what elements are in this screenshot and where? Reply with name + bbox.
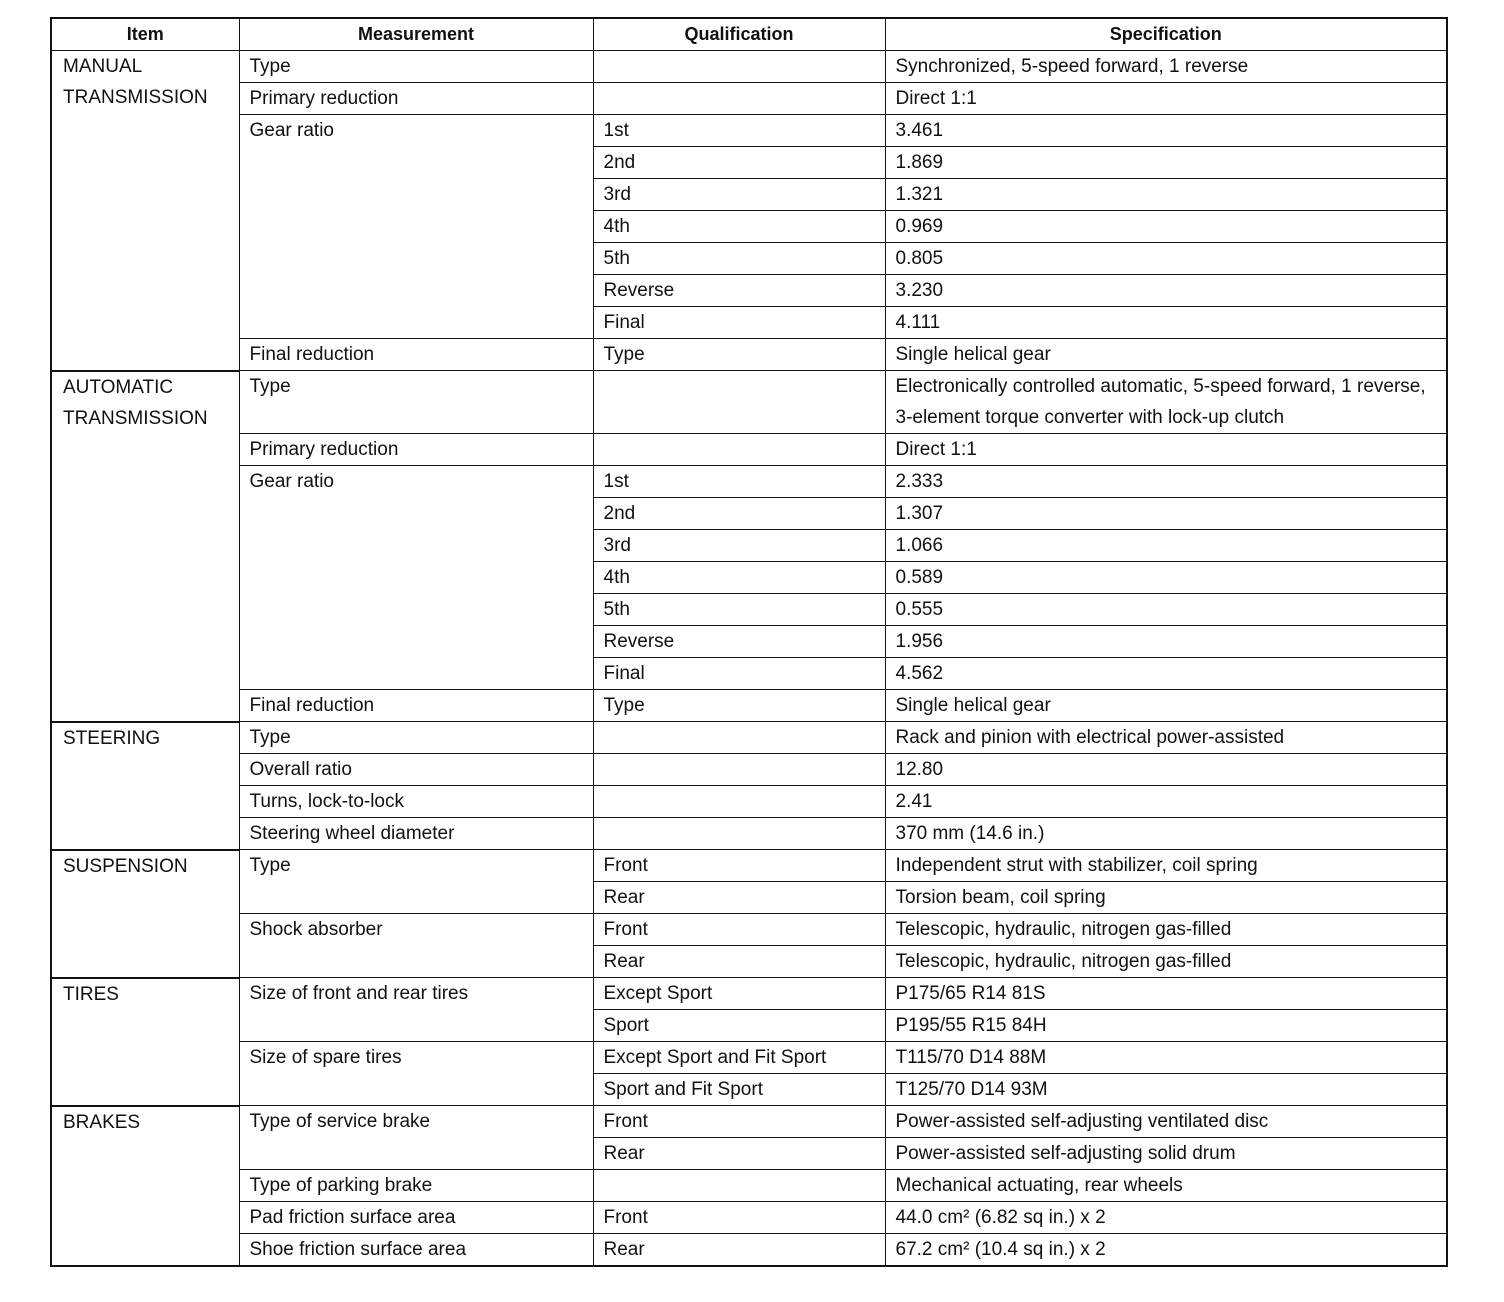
specification-cell: Telescopic, hydraulic, nitrogen gas-filled — [885, 946, 1447, 978]
measurement-cell: Final reduction — [239, 690, 593, 722]
specification-cell: P195/55 R15 84H — [885, 1010, 1447, 1042]
qualification-cell — [593, 754, 885, 786]
table-row — [51, 434, 1447, 466]
measurement-cell: Primary reduction — [239, 83, 593, 115]
table-row — [51, 371, 1447, 434]
qualification-cell — [593, 1170, 885, 1202]
measurement-cell: Overall ratio — [239, 754, 593, 786]
table-row — [51, 115, 1447, 147]
item-cell: TIRES — [51, 978, 239, 1106]
specification-cell: 0.589 — [885, 562, 1447, 594]
qualification-cell: Front — [593, 1106, 885, 1138]
specification-cell: 12.80 — [885, 754, 1447, 786]
specification-cell: 67.2 cm² (10.4 sq in.) x 2 — [885, 1234, 1447, 1267]
specification-cell: 44.0 cm² (6.82 sq in.) x 2 — [885, 1202, 1447, 1234]
qualification-cell: Type — [593, 339, 885, 371]
table-row — [51, 51, 1447, 83]
specification-cell: Single helical gear — [885, 690, 1447, 722]
qualification-cell — [593, 434, 885, 466]
qualification-cell — [593, 371, 885, 434]
table-row — [51, 1234, 1447, 1267]
specification-cell: 3.461 — [885, 115, 1447, 147]
table-row — [51, 914, 1447, 946]
qualification-cell: Type — [593, 690, 885, 722]
qualification-cell: Final — [593, 658, 885, 690]
header-specification: Specification — [885, 18, 1447, 51]
specification-cell: 1.321 — [885, 179, 1447, 211]
qualification-cell: 2nd — [593, 147, 885, 179]
table-row — [51, 466, 1447, 498]
qualification-cell — [593, 83, 885, 115]
table-row — [51, 339, 1447, 371]
specification-cell: 1.066 — [885, 530, 1447, 562]
qualification-cell: Sport and Fit Sport — [593, 1074, 885, 1106]
measurement-cell: Shoe friction surface area — [239, 1234, 593, 1267]
qualification-cell: 3rd — [593, 179, 885, 211]
header-item: Item — [51, 18, 239, 51]
qualification-cell: Reverse — [593, 626, 885, 658]
specification-cell: 0.555 — [885, 594, 1447, 626]
qualification-cell: 1st — [593, 466, 885, 498]
measurement-cell: Steering wheel diameter — [239, 818, 593, 850]
measurement-cell: Type — [239, 850, 593, 914]
qualification-cell: Rear — [593, 1234, 885, 1267]
specification-cell: 4.562 — [885, 658, 1447, 690]
item-cell: SUSPENSION — [51, 850, 239, 978]
qualification-cell — [593, 51, 885, 83]
table-row — [51, 83, 1447, 115]
specification-cell: Mechanical actuating, rear wheels — [885, 1170, 1447, 1202]
table-row — [51, 1202, 1447, 1234]
table-row — [51, 1042, 1447, 1074]
item-cell: BRAKES — [51, 1106, 239, 1267]
specification-cell: 0.969 — [885, 211, 1447, 243]
specification-cell: Direct 1:1 — [885, 83, 1447, 115]
specification-cell: 0.805 — [885, 243, 1447, 275]
specification-cell: 1.307 — [885, 498, 1447, 530]
measurement-cell: Final reduction — [239, 339, 593, 371]
specification-cell: T125/70 D14 93M — [885, 1074, 1447, 1106]
specification-cell: 2.41 — [885, 786, 1447, 818]
specification-cell: Telescopic, hydraulic, nitrogen gas-filled — [885, 914, 1447, 946]
table-row — [51, 1106, 1447, 1138]
specification-cell: Power-assisted self-adjusting solid drum — [885, 1138, 1447, 1170]
table-row — [51, 978, 1447, 1010]
qualification-cell: Final — [593, 307, 885, 339]
qualification-cell: Except Sport — [593, 978, 885, 1010]
qualification-cell: Sport — [593, 1010, 885, 1042]
qualification-cell: Front — [593, 850, 885, 882]
specifications-table — [50, 17, 1448, 1267]
specification-cell: 1.869 — [885, 147, 1447, 179]
measurement-cell: Turns, lock-to-lock — [239, 786, 593, 818]
qualification-cell: Rear — [593, 1138, 885, 1170]
header-measurement: Measurement — [239, 18, 593, 51]
qualification-cell: Front — [593, 914, 885, 946]
table-body — [51, 51, 1447, 1267]
qualification-cell: Rear — [593, 946, 885, 978]
measurement-cell: Gear ratio — [239, 115, 593, 339]
specification-cell: Rack and pinion with electrical power-assisted — [885, 722, 1447, 754]
specification-cell: Direct 1:1 — [885, 434, 1447, 466]
header-qualification: Qualification — [593, 18, 885, 51]
qualification-cell — [593, 786, 885, 818]
table-row — [51, 690, 1447, 722]
header-row — [51, 18, 1447, 51]
measurement-cell: Size of spare tires — [239, 1042, 593, 1106]
specification-cell: Power-assisted self-adjusting ventilated disc — [885, 1106, 1447, 1138]
specification-cell: 370 mm (14.6 in.) — [885, 818, 1447, 850]
measurement-cell: Primary reduction — [239, 434, 593, 466]
qualification-cell — [593, 818, 885, 850]
specification-cell: Independent strut with stabilizer, coil spring — [885, 850, 1447, 882]
measurement-cell: Size of front and rear tires — [239, 978, 593, 1042]
table-row — [51, 786, 1447, 818]
qualification-cell: Rear — [593, 882, 885, 914]
item-cell: AUTOMATIC TRANSMISSION — [51, 371, 239, 722]
measurement-cell: Shock absorber — [239, 914, 593, 978]
specification-cell: Electronically controlled automatic, 5-speed forward, 1 reverse, 3-element torque converter with lock-up clutch — [885, 371, 1447, 434]
specification-cell: Single helical gear — [885, 339, 1447, 371]
qualification-cell: 4th — [593, 562, 885, 594]
measurement-cell: Type of service brake — [239, 1106, 593, 1170]
item-cell: MANUAL TRANSMISSION — [51, 51, 239, 371]
item-cell: STEERING — [51, 722, 239, 850]
specification-cell: 4.111 — [885, 307, 1447, 339]
measurement-cell: Type — [239, 371, 593, 434]
specification-cell: 1.956 — [885, 626, 1447, 658]
specification-cell: 3.230 — [885, 275, 1447, 307]
specification-cell: Synchronized, 5-speed forward, 1 reverse — [885, 51, 1447, 83]
measurement-cell: Type of parking brake — [239, 1170, 593, 1202]
measurement-cell: Gear ratio — [239, 466, 593, 690]
table-row — [51, 754, 1447, 786]
qualification-cell: Reverse — [593, 275, 885, 307]
qualification-cell — [593, 722, 885, 754]
table-row — [51, 850, 1447, 882]
qualification-cell: 5th — [593, 594, 885, 626]
measurement-cell: Type — [239, 51, 593, 83]
qualification-cell: Front — [593, 1202, 885, 1234]
specification-cell: T115/70 D14 88M — [885, 1042, 1447, 1074]
specification-cell: P175/65 R14 81S — [885, 978, 1447, 1010]
measurement-cell: Pad friction surface area — [239, 1202, 593, 1234]
qualification-cell: 3rd — [593, 530, 885, 562]
table-row — [51, 1170, 1447, 1202]
specification-cell: 2.333 — [885, 466, 1447, 498]
table-row — [51, 722, 1447, 754]
measurement-cell: Type — [239, 722, 593, 754]
qualification-cell: Except Sport and Fit Sport — [593, 1042, 885, 1074]
qualification-cell: 1st — [593, 115, 885, 147]
specification-cell: Torsion beam, coil spring — [885, 882, 1447, 914]
qualification-cell: 5th — [593, 243, 885, 275]
table-row — [51, 818, 1447, 850]
qualification-cell: 4th — [593, 211, 885, 243]
qualification-cell: 2nd — [593, 498, 885, 530]
